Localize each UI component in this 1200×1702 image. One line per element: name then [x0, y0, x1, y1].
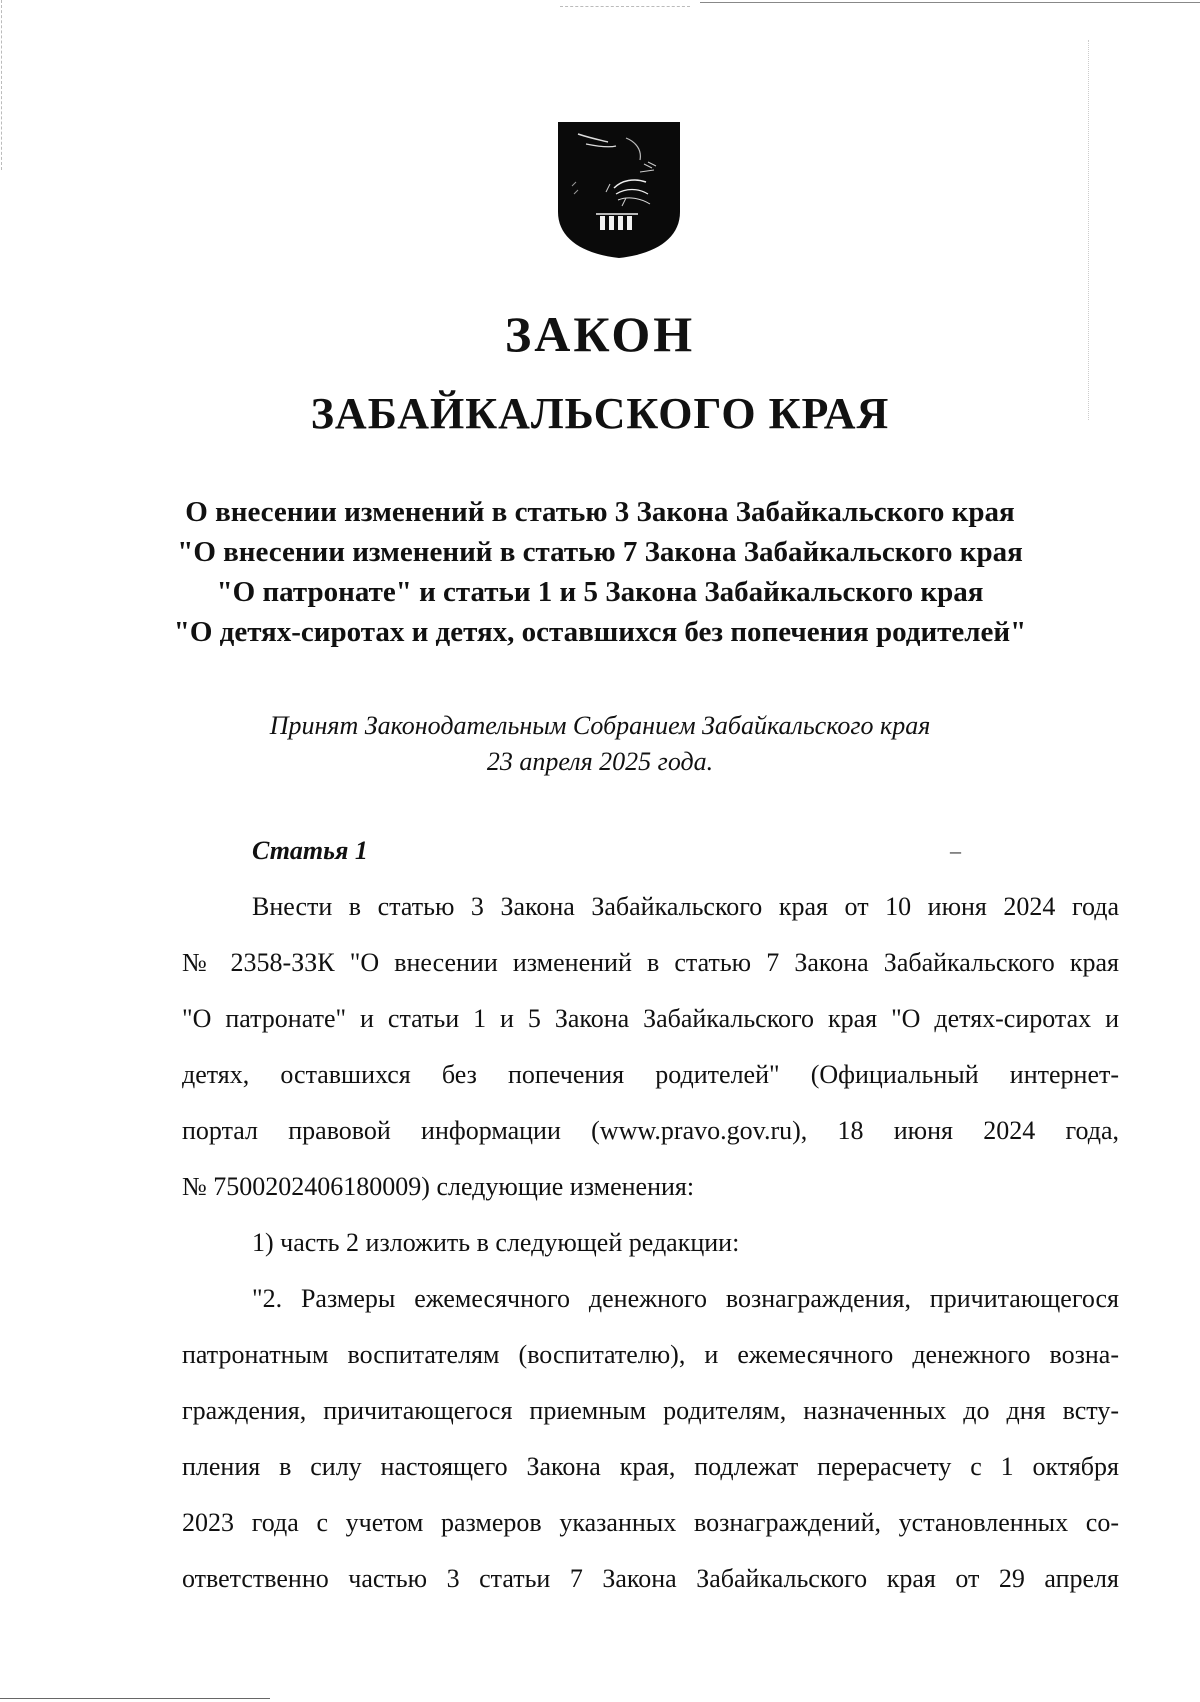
- article-heading: Статья 1: [252, 836, 368, 865]
- scan-artifact-line: [1, 0, 2, 170]
- coat-of-arms-icon: [556, 120, 682, 260]
- paragraph-line: патронатным воспитателям (воспитателю), и ежемесячного денежного возна-: [182, 1340, 1119, 1369]
- paragraph-line: № 7500202406180009) следующие изменения:: [182, 1172, 695, 1201]
- law-name-line: "О внесении изменений в статью 7 Закона Забайкальского края: [177, 536, 1023, 568]
- paragraph-line: 1) часть 2 изложить в следующей редакции:: [252, 1228, 740, 1257]
- adoption-note-line: Принят Законодательным Собранием Забайкальского края: [269, 711, 931, 740]
- paragraph-line: 2023 года с учетом размеров указанных вознаграждений, установленных со-: [182, 1508, 1119, 1537]
- scan-artifact-line: [700, 2, 1200, 3]
- adoption-date: 23 апреля 2025 года.: [486, 747, 714, 776]
- document-issuer-title: ЗАБАЙКАЛЬСКОГО КРАЯ: [310, 389, 890, 438]
- document-type-title: ЗАКОН: [504, 306, 696, 362]
- paragraph-line: граждения, причитающегося приемным родителям, назначенных до дня всту-: [182, 1396, 1119, 1425]
- paragraph-line: детях, оставшихся без попечения родителей" (Официальный интернет-: [182, 1060, 1119, 1089]
- paragraph-line: портал правовой информации (www.pravo.gov.ru), 18 июня 2024 года,: [182, 1116, 1119, 1145]
- scan-artifact-line: [560, 6, 690, 7]
- law-name-line: "О патронате" и статьи 1 и 5 Закона Забайкальского края: [216, 576, 984, 608]
- paragraph-line: № 2358-ЗЗК "О внесении изменений в статью 7 Закона Забайкальского края: [182, 948, 1119, 977]
- scan-artifact-line: [0, 1698, 270, 1699]
- paragraph-line: "О патронате" и статьи 1 и 5 Закона Забайкальского края "О детях-сиротах и: [182, 1004, 1119, 1033]
- paragraph-line: пления в силу настоящего Закона края, подлежат перерасчету с 1 октября: [182, 1452, 1119, 1481]
- paragraph-line: "2. Размеры ежемесячного денежного вознаграждения, причитающегося: [252, 1284, 1119, 1313]
- adoption-note: [150, 708, 1050, 780]
- scan-artifact-dash: –: [950, 838, 961, 863]
- law-name: [150, 492, 1050, 652]
- paragraph-line: Внести в статью 3 Закона Забайкальского края от 10 июня 2024 года: [252, 892, 1119, 921]
- law-name-line: О внесении изменений в статью 3 Закона Забайкальского края: [185, 496, 1015, 528]
- paragraph-line: ответственно частью 3 статьи 7 Закона Забайкальского края от 29 апреля: [182, 1564, 1119, 1593]
- law-name-line: "О детях-сиротах и детях, оставшихся без попечения родителей": [173, 616, 1027, 648]
